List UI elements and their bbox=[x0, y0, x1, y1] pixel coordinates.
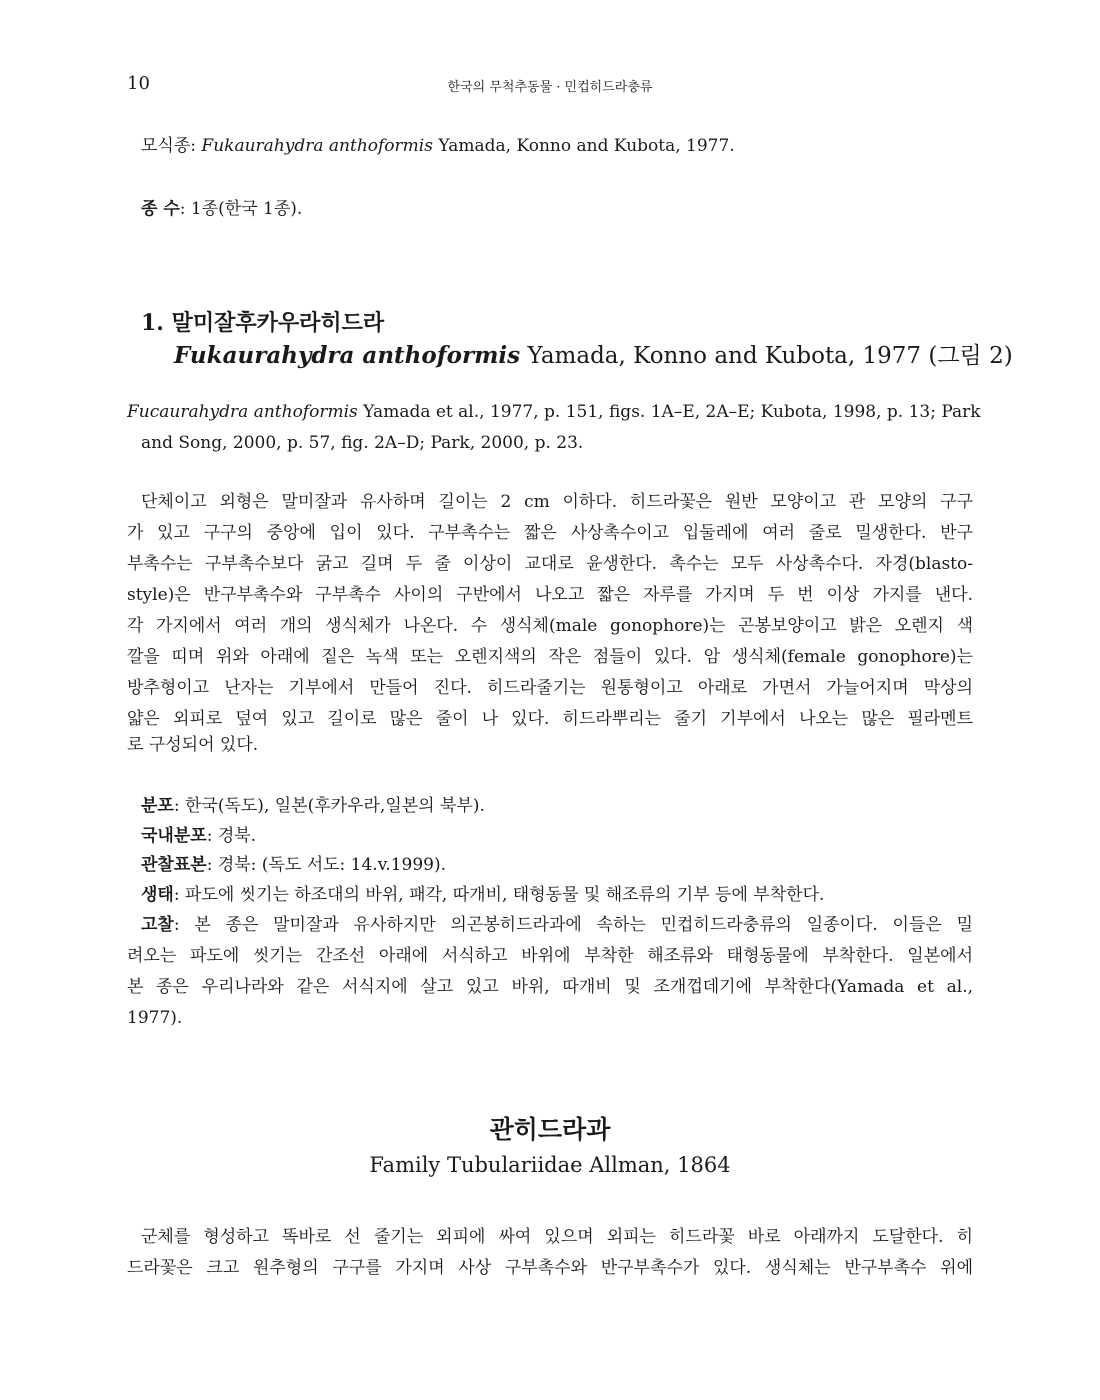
family-title-korean: 관히드라과 bbox=[489, 1115, 611, 1144]
domestic-distribution-line: 국내분포: 경북. bbox=[141, 826, 257, 846]
description-line: 얇은 외피로 덮여 있고 길이로 많은 줄이 나 있다. 히드라뿌리는 줄기 기부에서 나오는 많은 필라멘트 bbox=[127, 709, 973, 729]
synonymy-name: Fucaurahydra anthoformis bbox=[127, 402, 358, 422]
description-line: 방추형이고 난자는 기부에서 만들어 진다. 히드라줄기는 원통형이고 아래로 가면서 가늘어지며 막상의 bbox=[127, 678, 973, 698]
remarks-line: 려오는 파도에 씻기는 간조선 아래에 서식하고 바위에 부착한 해조류와 태형동물에 부착한다. 일본에서 bbox=[127, 946, 973, 966]
distribution-line: 분포: 한국(독도), 일본(후카우라,일본의 북부). bbox=[141, 796, 485, 816]
species-count-value: 1종(한국 1종). bbox=[190, 199, 303, 219]
remarks-line: 본 종은 우리나라와 같은 서식지에 살고 있고 바위, 따개비 및 조개껍데기에 부착한다(Yamada et al., bbox=[127, 977, 973, 997]
ecology-line: 생태: 파도에 씻기는 하조대의 바위, 패각, 따개비, 태형동물 및 해조류의 기부 등에 부착한다. bbox=[141, 885, 825, 905]
species-heading-scientific bbox=[174, 337, 1013, 370]
family-description-line: 드라꽃은 크고 원추형의 구구를 가지며 사상 구부촉수와 반구부촉수가 있다. 생식체는 반구부촉수 위에 bbox=[127, 1258, 973, 1278]
description-line: 단체이고 외형은 말미잘과 유사하며 길이는 2 cm 이하다. 히드라꽃은 원반 모양이고 관 모양의 구구 bbox=[141, 492, 973, 512]
ecology-label: 생태 bbox=[141, 885, 174, 905]
description-line: 깔을 띠며 위와 아래에 짙은 녹색 또는 오렌지색의 작은 점들이 있다. 암 생식체(female gonophore)는 bbox=[127, 647, 973, 667]
remarks-line: 고찰: 본 종은 말미잘과 유사하지만 의곤봉히드라과에 속하는 민컵히드라충류의 일종이다. 이들은 밀 bbox=[141, 915, 973, 935]
specimens-label: 관찰표본 bbox=[141, 855, 207, 875]
description-line: style)은 반구부촉수와 구부촉수 사이의 구반에서 나오고 짧은 자루를 가지며 두 번 이상 가지를 낸다. bbox=[127, 585, 973, 605]
page-number: 10 bbox=[127, 73, 150, 94]
remarks-line: 1977). bbox=[127, 1008, 183, 1028]
species-authority: Yamada, Konno and Kubota, 1977 (그림 2) bbox=[527, 343, 1013, 369]
synonymy-line-1: Fucaurahydra anthoformis Yamada et al., 1977, p. 151, figs. 1A–E, 2A–E; Kubota, 1998, p. 13; Park bbox=[127, 402, 981, 422]
specimens-line: 관찰표본: 경북: (독도 서도: 14.v.1999). bbox=[141, 855, 446, 875]
remarks-label: 고찰 bbox=[141, 915, 174, 935]
type-species-authority: Yamada, Konno and Kubota, 1977. bbox=[438, 136, 735, 156]
species-count-label: 종 수 bbox=[141, 199, 180, 219]
synonymy-line-2: and Song, 2000, p. 57, fig. 2A–D; Park, 2000, p. 23. bbox=[141, 433, 584, 453]
family-title-english: Family Tubulariidae Allman, 1864 bbox=[369, 1153, 731, 1177]
type-species-line: 모식종: Fukaurahydra anthoformis Yamada, Konno and Kubota, 1977. bbox=[141, 136, 735, 156]
type-species-name: Fukaurahydra anthoformis bbox=[201, 136, 433, 156]
distribution-label: 분포 bbox=[141, 796, 174, 816]
type-species-label: 모식종 bbox=[141, 136, 191, 156]
description-line: 가 있고 구구의 중앙에 입이 있다. 구부촉수는 짧은 사상촉수이고 입둘레에 여러 줄로 밀생한다. 반구 bbox=[127, 523, 973, 543]
running-title: 한국의 무척추동물 · 민컵히드라충류 bbox=[447, 80, 653, 95]
description-line: 부촉수는 구부촉수보다 굵고 길며 두 줄 이상이 교대로 윤생한다. 촉수는 모두 사상촉수다. 자경(blasto- bbox=[127, 554, 973, 574]
domestic-label: 국내분포 bbox=[141, 826, 207, 846]
species-scientific-name: Fukaurahydra anthoformis bbox=[174, 342, 521, 369]
description-line: 로 구성되어 있다. bbox=[127, 735, 259, 755]
species-heading-korean: 1. 말미잘후카우라히드라 bbox=[141, 310, 385, 336]
species-count-line: 종 수: 1종(한국 1종). bbox=[141, 199, 303, 219]
family-description-line: 군체를 형성하고 똑바로 선 줄기는 외피에 싸여 있으며 외피는 히드라꽃 바로 아래까지 도달한다. 히 bbox=[141, 1227, 973, 1247]
description-line: 각 가지에서 여러 개의 생식체가 나온다. 수 생식체(male gonophore)는 곤봉보양이고 밝은 오렌지 색 bbox=[127, 616, 973, 636]
